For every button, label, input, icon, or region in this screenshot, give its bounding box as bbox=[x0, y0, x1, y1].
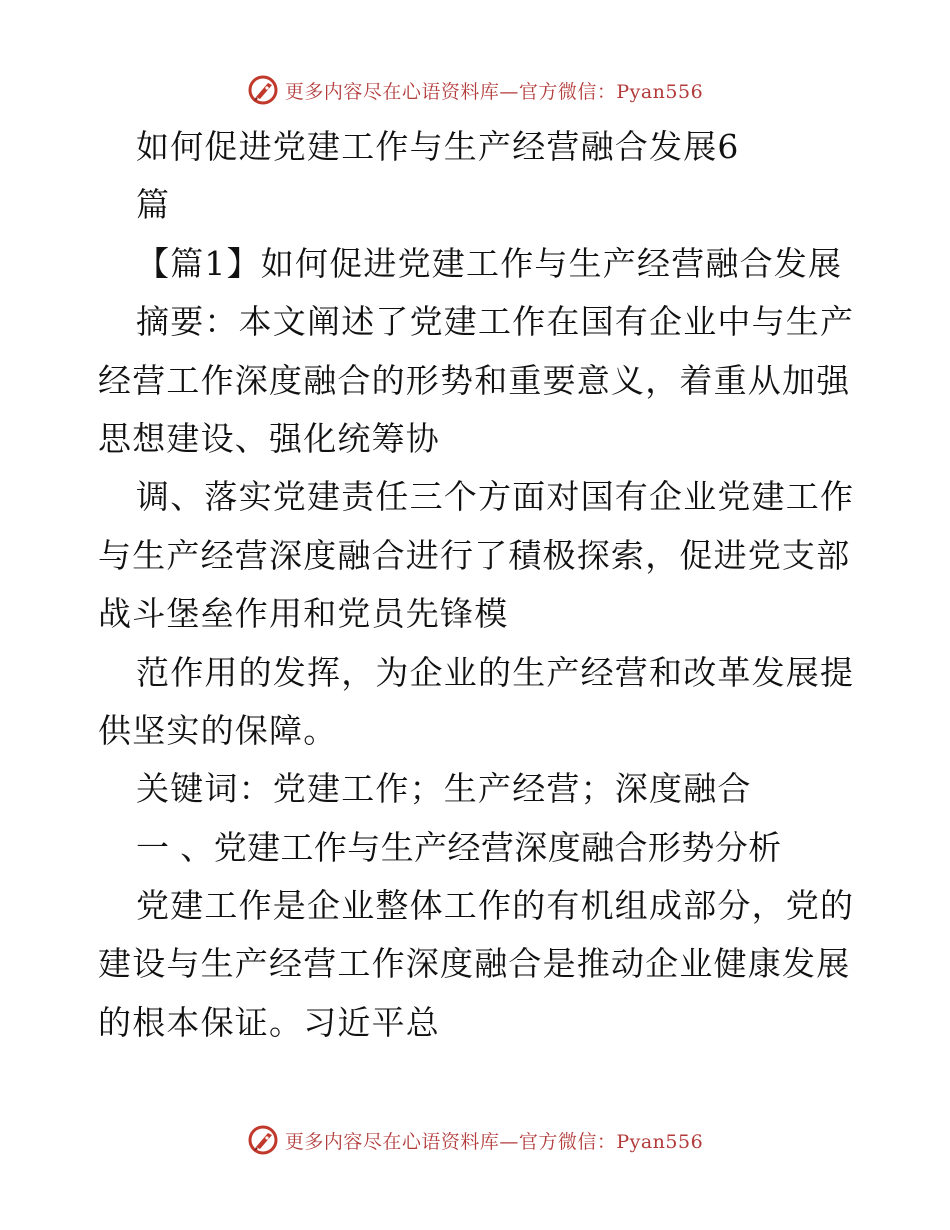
section-body-line: 建设与生产经营工作深度融合是推动企业健康发展 bbox=[98, 944, 851, 984]
abstract-line: 经营工作深度融合的形势和重要意义，着重从加强 bbox=[98, 360, 851, 400]
abstract-line: 思想建设、强化统筹协 bbox=[98, 418, 440, 458]
abstract-line: 与生产经营深度融合进行了積极探索，促进党支部 bbox=[98, 535, 851, 575]
section-heading: 一 、党建工作与生产经营深度融合形势分析 bbox=[136, 827, 782, 867]
banner-text: 更多内容尽在心语资料库—官方微信：Pyan556 bbox=[284, 80, 704, 103]
section-body-line: 党建工作是企业整体工作的有机组成部分，党的 bbox=[136, 886, 855, 926]
title-line-1: 如何促进党建工作与生产经营融合发展6 bbox=[136, 127, 740, 166]
abstract-line: 调、落实党建责任三个方面对国有企业党建工作 bbox=[136, 477, 855, 517]
pen-logo-icon bbox=[247, 1124, 279, 1156]
pen-logo-icon bbox=[247, 74, 279, 106]
subtitle: 【篇1】如何促进党建工作与生产经营融合发展 bbox=[136, 243, 843, 283]
document-body bbox=[98, 118, 854, 1052]
banner-text: 更多内容尽在心语资料库—官方微信：Pyan556 bbox=[284, 1130, 704, 1153]
abstract-line: 范作用的发挥，为企业的生产经营和改革发展提 bbox=[136, 652, 855, 692]
header-banner bbox=[0, 72, 950, 108]
abstract-line: 摘要：本文阐述了党建工作在国有企业中与生产 bbox=[136, 302, 855, 342]
footer-banner bbox=[0, 1122, 950, 1158]
abstract-line: 供坚实的保障。 bbox=[98, 710, 338, 750]
keywords-line: 关键词：党建工作；生产经营；深度融合 bbox=[136, 769, 752, 809]
title-line-2: 篇 bbox=[136, 185, 171, 225]
abstract-line: 战斗堡垒作用和党员先锋模 bbox=[98, 594, 509, 634]
section-body-line: 的根本保证。习近平总 bbox=[98, 1002, 440, 1042]
